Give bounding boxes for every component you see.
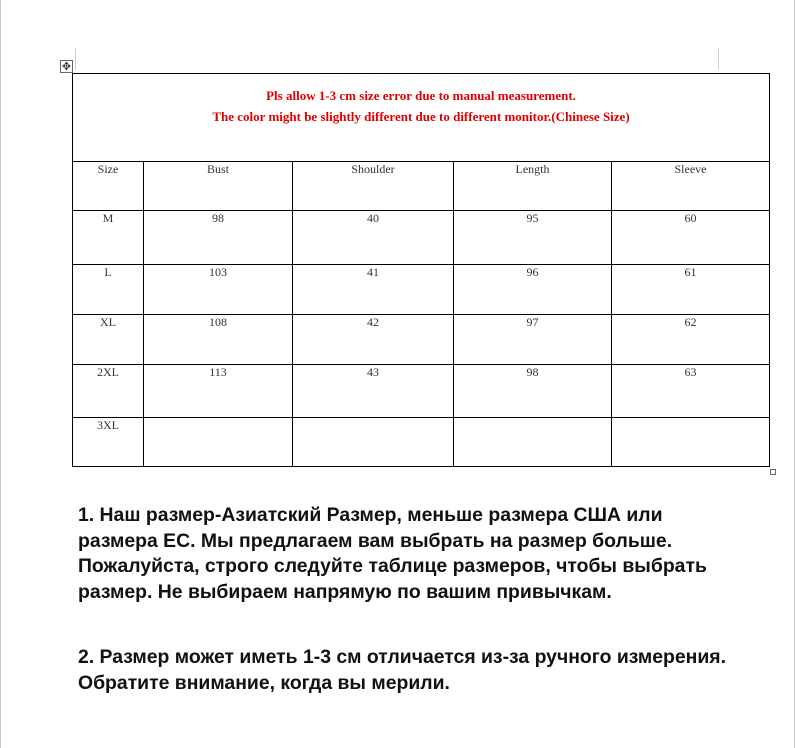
cell-size: 2XL [73, 365, 144, 418]
table-row [73, 365, 770, 418]
size-chart-table [72, 73, 770, 467]
paragraph-measurement-note: 2. Размер может иметь 1-3 см отличается из-за ручного измерения. Обратите внимание, когда вы мерили. [78, 646, 726, 694]
cell-shoulder: 41 [293, 265, 454, 315]
cell-bust [144, 418, 293, 467]
cell-shoulder: 42 [293, 315, 454, 365]
table-row [73, 315, 770, 365]
header-size: Size [73, 162, 144, 211]
notice-color-difference: The color might be slightly different due to different monitor.(Chinese Size) [212, 109, 630, 124]
cell-size: XL [73, 315, 144, 365]
page-edge-left [0, 0, 1, 748]
header-row [73, 162, 770, 211]
paragraph-size-advice: 1. Наш размер-Азиатский Размер, меньше размера США или размера ЕС. Мы предлагаем вам выбрать на размер больше. Пожалуйста, строго следуйте таблице размеров, чтобы выбрать размер. Не выбираем напрямую по вашим привычкам. [78, 504, 707, 603]
table-move-icon[interactable]: ✥ [61, 60, 72, 73]
cell-sleeve: 63 [612, 365, 770, 418]
header-sleeve: Sleeve [612, 162, 770, 211]
notice-row [73, 74, 770, 162]
table-row [73, 211, 770, 265]
notice-cell [73, 74, 770, 162]
cell-bust: 98 [144, 211, 293, 265]
cell-length: 97 [454, 315, 612, 365]
margin-mark-left [75, 48, 76, 70]
cell-shoulder: 43 [293, 365, 454, 418]
cell-shoulder: 40 [293, 211, 454, 265]
cell-sleeve: 60 [612, 211, 770, 265]
cell-shoulder [293, 418, 454, 467]
header-bust: Bust [144, 162, 293, 211]
cell-sleeve [612, 418, 770, 467]
table-resize-icon[interactable] [770, 469, 776, 475]
cell-length: 95 [454, 211, 612, 265]
table-row [73, 265, 770, 315]
header-length: Length [454, 162, 612, 211]
cell-size: M [73, 211, 144, 265]
cell-bust: 103 [144, 265, 293, 315]
cell-length: 96 [454, 265, 612, 315]
cell-size: L [73, 265, 144, 315]
table-row [73, 418, 770, 467]
margin-mark-right [718, 48, 719, 70]
cell-length [454, 418, 612, 467]
cell-sleeve: 62 [612, 315, 770, 365]
notice-measurement-error: Pls allow 1-3 cm size error due to manual measurement. [266, 88, 576, 103]
header-shoulder: Shoulder [293, 162, 454, 211]
cell-size: 3XL [73, 418, 144, 467]
cell-length: 98 [454, 365, 612, 418]
cell-bust: 113 [144, 365, 293, 418]
cell-sleeve: 61 [612, 265, 770, 315]
cell-bust: 108 [144, 315, 293, 365]
